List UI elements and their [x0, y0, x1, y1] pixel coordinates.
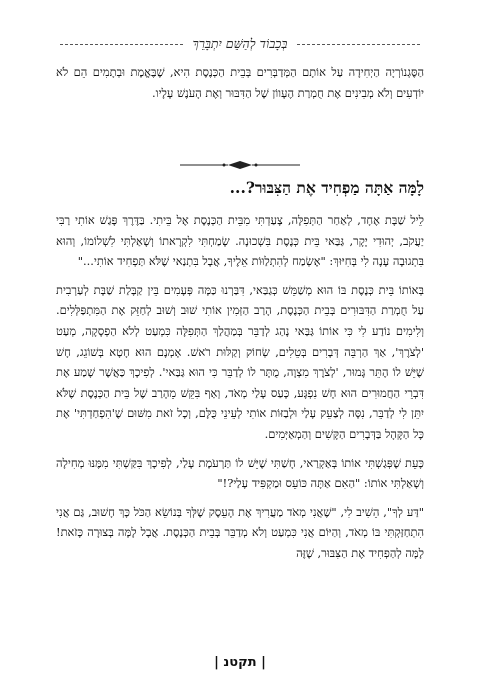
running-head-rule-right [297, 44, 420, 45]
opening-paragraph-block [56, 62, 424, 103]
section-heading: לָמָּה אַתָּה מַפְחִיד אֶת הַצִּבּוּר?... [229, 178, 424, 197]
body-text [56, 210, 424, 572]
page-number: | תקטנ | [214, 655, 266, 670]
body-paragraph: "דַּע לְךָ", הֵשִׁיב לִי, "שֶׁאֲנִי מְאֹד מַעֲרִיךְ אֶת הָעֵסֶק שֶׁלְּךָ בְּנוֹשֵׂא הַכֹּל כָּךְ חָשׁוּב, גַּם אֲנִי הִתְחַזַּקְתִּי בּוֹ מְאֹד, וְהַיּוֹם אֲנִי כִּמְעַט וְלֹא מְדַבֵּר בְּבֵית הַכְּנֶסֶת. אֲבָל לָמָּה בְּצוּרָה כָּזֹאת! לָמָּה לְהַפְחִיד אֶת הַצִּבּוּר, שֶׁזֶּה [56, 504, 424, 560]
opening-paragraph: הַסֶּגְנוֹרְיָה הַיְחִידָה עַל אוֹתָם הַמְּדַבְּרִים בְּבֵית הַכְּנֶסֶת הִיא, שֶׁבֶּאֱמֶת וּבְתָמִים הֵם לֹא יוֹדְעִים וְלֹא מְבִינִים אֶת חֻמְרַת הֶעָווֹן שֶׁל הַדִּבּוּר וְאֶת הָעֹנֶשׁ עָלָיו. [56, 65, 424, 100]
body-paragraph: לֵיל שַׁבָּת אֶחָד, לְאַחַר הַתְּפִלָּה, צָעַדְתִּי מִבֵּית הַכְּנֶסֶת אֶל בֵּיתִי. בַּדֶּרֶךְ פָּגַשׁ אוֹתִי רַבִּי יַעֲקֹב, יְהוּדִי יָקָר, גַּבַּאי בֵּית כְּנֶסֶת בִּשְׁכוּנָה. שָׂמַחְתִּי לִקְרָאתוֹ וְשָׁאַלְתִּי לִשְׁלוֹמוֹ, וְהוּא בִּתְגוּבָה עָנָה לִי בְּחִיּוּךְ: "אֶשְׂמַח לְהִתְלַוּוֹת אֵלֶיךָ, אֲבָל בִּתְנַאי שֶׁלֹּא תַּפְחִיד אוֹתִי..." [56, 213, 424, 269]
section-divider-ornament [180, 159, 300, 171]
body-paragraph: בְּאוֹתוֹ בֵּית כְּנֶסֶת בּוֹ הוּא מְשַׁמֵּשׁ כְּגַבַּאי, דִּבַּרְנוּ כַּמָּה פְּעָמִים בֵּין קַבָּלַת שַׁבָּת לְעַרְבִית עַל חֻמְרַת הַדִּבּוּרִים בְּבֵית הַכְּנֶסֶת, הָרַב הַזְּמִין אוֹתִי שׁוּב וְשׁוּב לְחַזֵּק אֶת הַמִּתְפַּלְּלִים. וְלִימִים נוֹדַע לִי כִּי אוֹתוֹ גַּבַּאי נָהַג לְדַבֵּר בְּמַהֲלַךְ הַתְּפִלָּה כִּמְעַט לְלֹא הַפְסָקָה, מְעַט 'לְצֹרֶךְ', אַךְ הַרְבֵּה דְּבָרִים בְּטֵלִים, שְׂחוֹק וְקַלּוּת רֹאשׁ. אָמְנָם הוּא חָטָא בְּשׁוֹגֵג, חָשׁ שֶׁיֵּשׁ לוֹ הֶתֵּר גָּמוּר, 'לְצֹרֶךְ מִצְוָה, מֻתָּר לוֹ לְדַבֵּר כִּי הוּא גַּבַּאי'. לְפִיכָךְ כַּאֲשֶׁר שָׁמַע אֶת דִּבְרֵי הַחֲמוּרִים הוּא חָשׁ נִפְגָּע, כָּעַס עָלַי מְאֹד, וְאַף בִּקֵּשׁ מֵהָרַב שֶׁל בֵּית הַכְּנֶסֶת שֶׁלֹּא יִתֵּן לִי לְדַבֵּר, נִסָּה לְצַעֵק עָלַי וּלְבַזּוֹת אוֹתִי לְעֵינֵי כֻּלָּם, וְכָל זֹאת מִשּׁוּם שֶׁ'הִפְחַדְתִּי' אֶת כָּל הַקָּהָל בַּדְּבָרִים הַקָּשִׁים וְהַמְאַיְּמִים. [56, 282, 424, 441]
running-head [60, 36, 420, 52]
running-head-title: בְּכָבוֹד לְהַשֵּׁם יִתְבָּרֵךְ [192, 36, 288, 51]
running-head-rule-left [60, 44, 183, 45]
body-paragraph: כָּעֵת שֶׁפְּגַשְׁתִּי אוֹתוֹ בְּאַקְרַאי, חָשַׁתִּי שֶׁיֵּשׁ לוֹ תַּרְעֹמֶת עָלַי, לְפִיכָךְ בִּקַּשְׁתִּי מִמֶּנּוּ מְחִילָה וְשָׁאַלְתִּי אוֹתוֹ: "הַאִם אַתָּה כּוֹעֵס וּמַקְפִּיד עָלַי?!" [56, 455, 424, 491]
